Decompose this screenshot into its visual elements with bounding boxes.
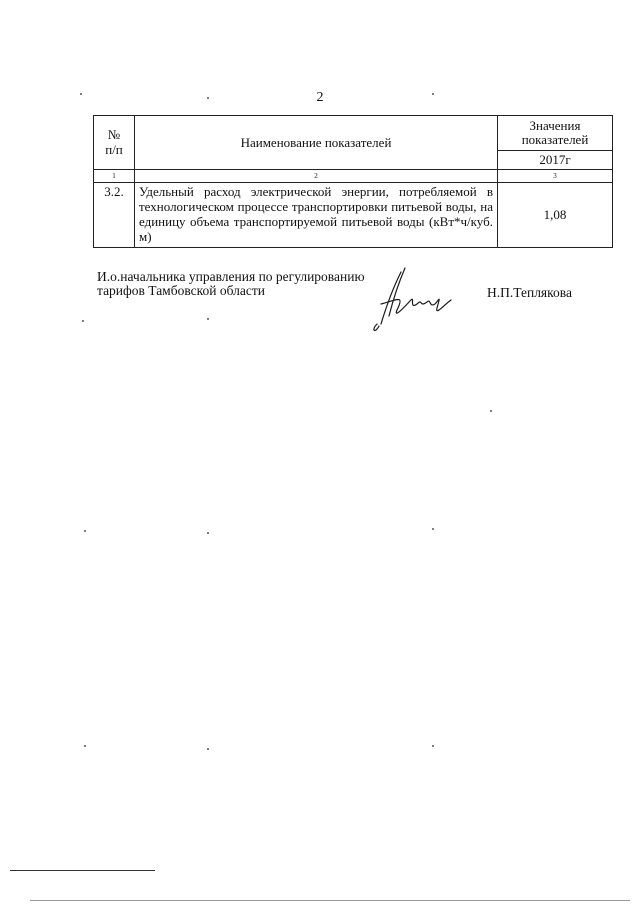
row-indicator-name: Удельный расход электрической энергии, потребляемой в технологическом процессе транспортировки питьевой воды, на единицу объема транспортируемой питьевой воды (кВт*ч/куб. м)	[135, 183, 498, 248]
scan-speck	[432, 745, 434, 747]
row-number: 3.2.	[94, 183, 135, 248]
page-number: 2	[316, 90, 324, 105]
scan-speck	[80, 93, 82, 95]
scan-speck	[490, 410, 492, 412]
scan-speck	[432, 528, 434, 530]
scan-speck	[432, 93, 434, 95]
signatory-position	[97, 270, 365, 298]
table-header-row	[94, 116, 613, 151]
header-values: Значения показателей	[498, 116, 613, 151]
footnote-rule	[10, 870, 155, 871]
row-value: 1,08	[498, 183, 613, 248]
signature-block	[97, 270, 617, 330]
header-year: 2017г	[498, 151, 613, 170]
scan-speck	[207, 97, 209, 99]
column-index: 3	[498, 170, 613, 183]
handwritten-signature	[367, 264, 467, 339]
scan-speck	[207, 748, 209, 750]
column-index-row	[94, 170, 613, 183]
header-number: № п/п	[94, 116, 135, 170]
scan-speck	[207, 318, 209, 320]
scan-speck	[84, 745, 86, 747]
header-name: Наименование показателей	[135, 116, 498, 170]
signatory-position-line: И.о.начальника управления по регулированию	[97, 269, 365, 284]
column-index: 1	[94, 170, 135, 183]
signatory-name: Н.П.Теплякова	[487, 285, 572, 300]
scan-speck	[207, 532, 209, 534]
signatory-position-line: тарифов Тамбовской области	[97, 283, 265, 298]
table-row	[94, 183, 613, 248]
scan-speck	[84, 530, 86, 532]
scan-speck	[82, 320, 84, 322]
indicators-table	[93, 115, 613, 248]
column-index: 2	[135, 170, 498, 183]
bottom-scan-edge	[30, 900, 630, 901]
